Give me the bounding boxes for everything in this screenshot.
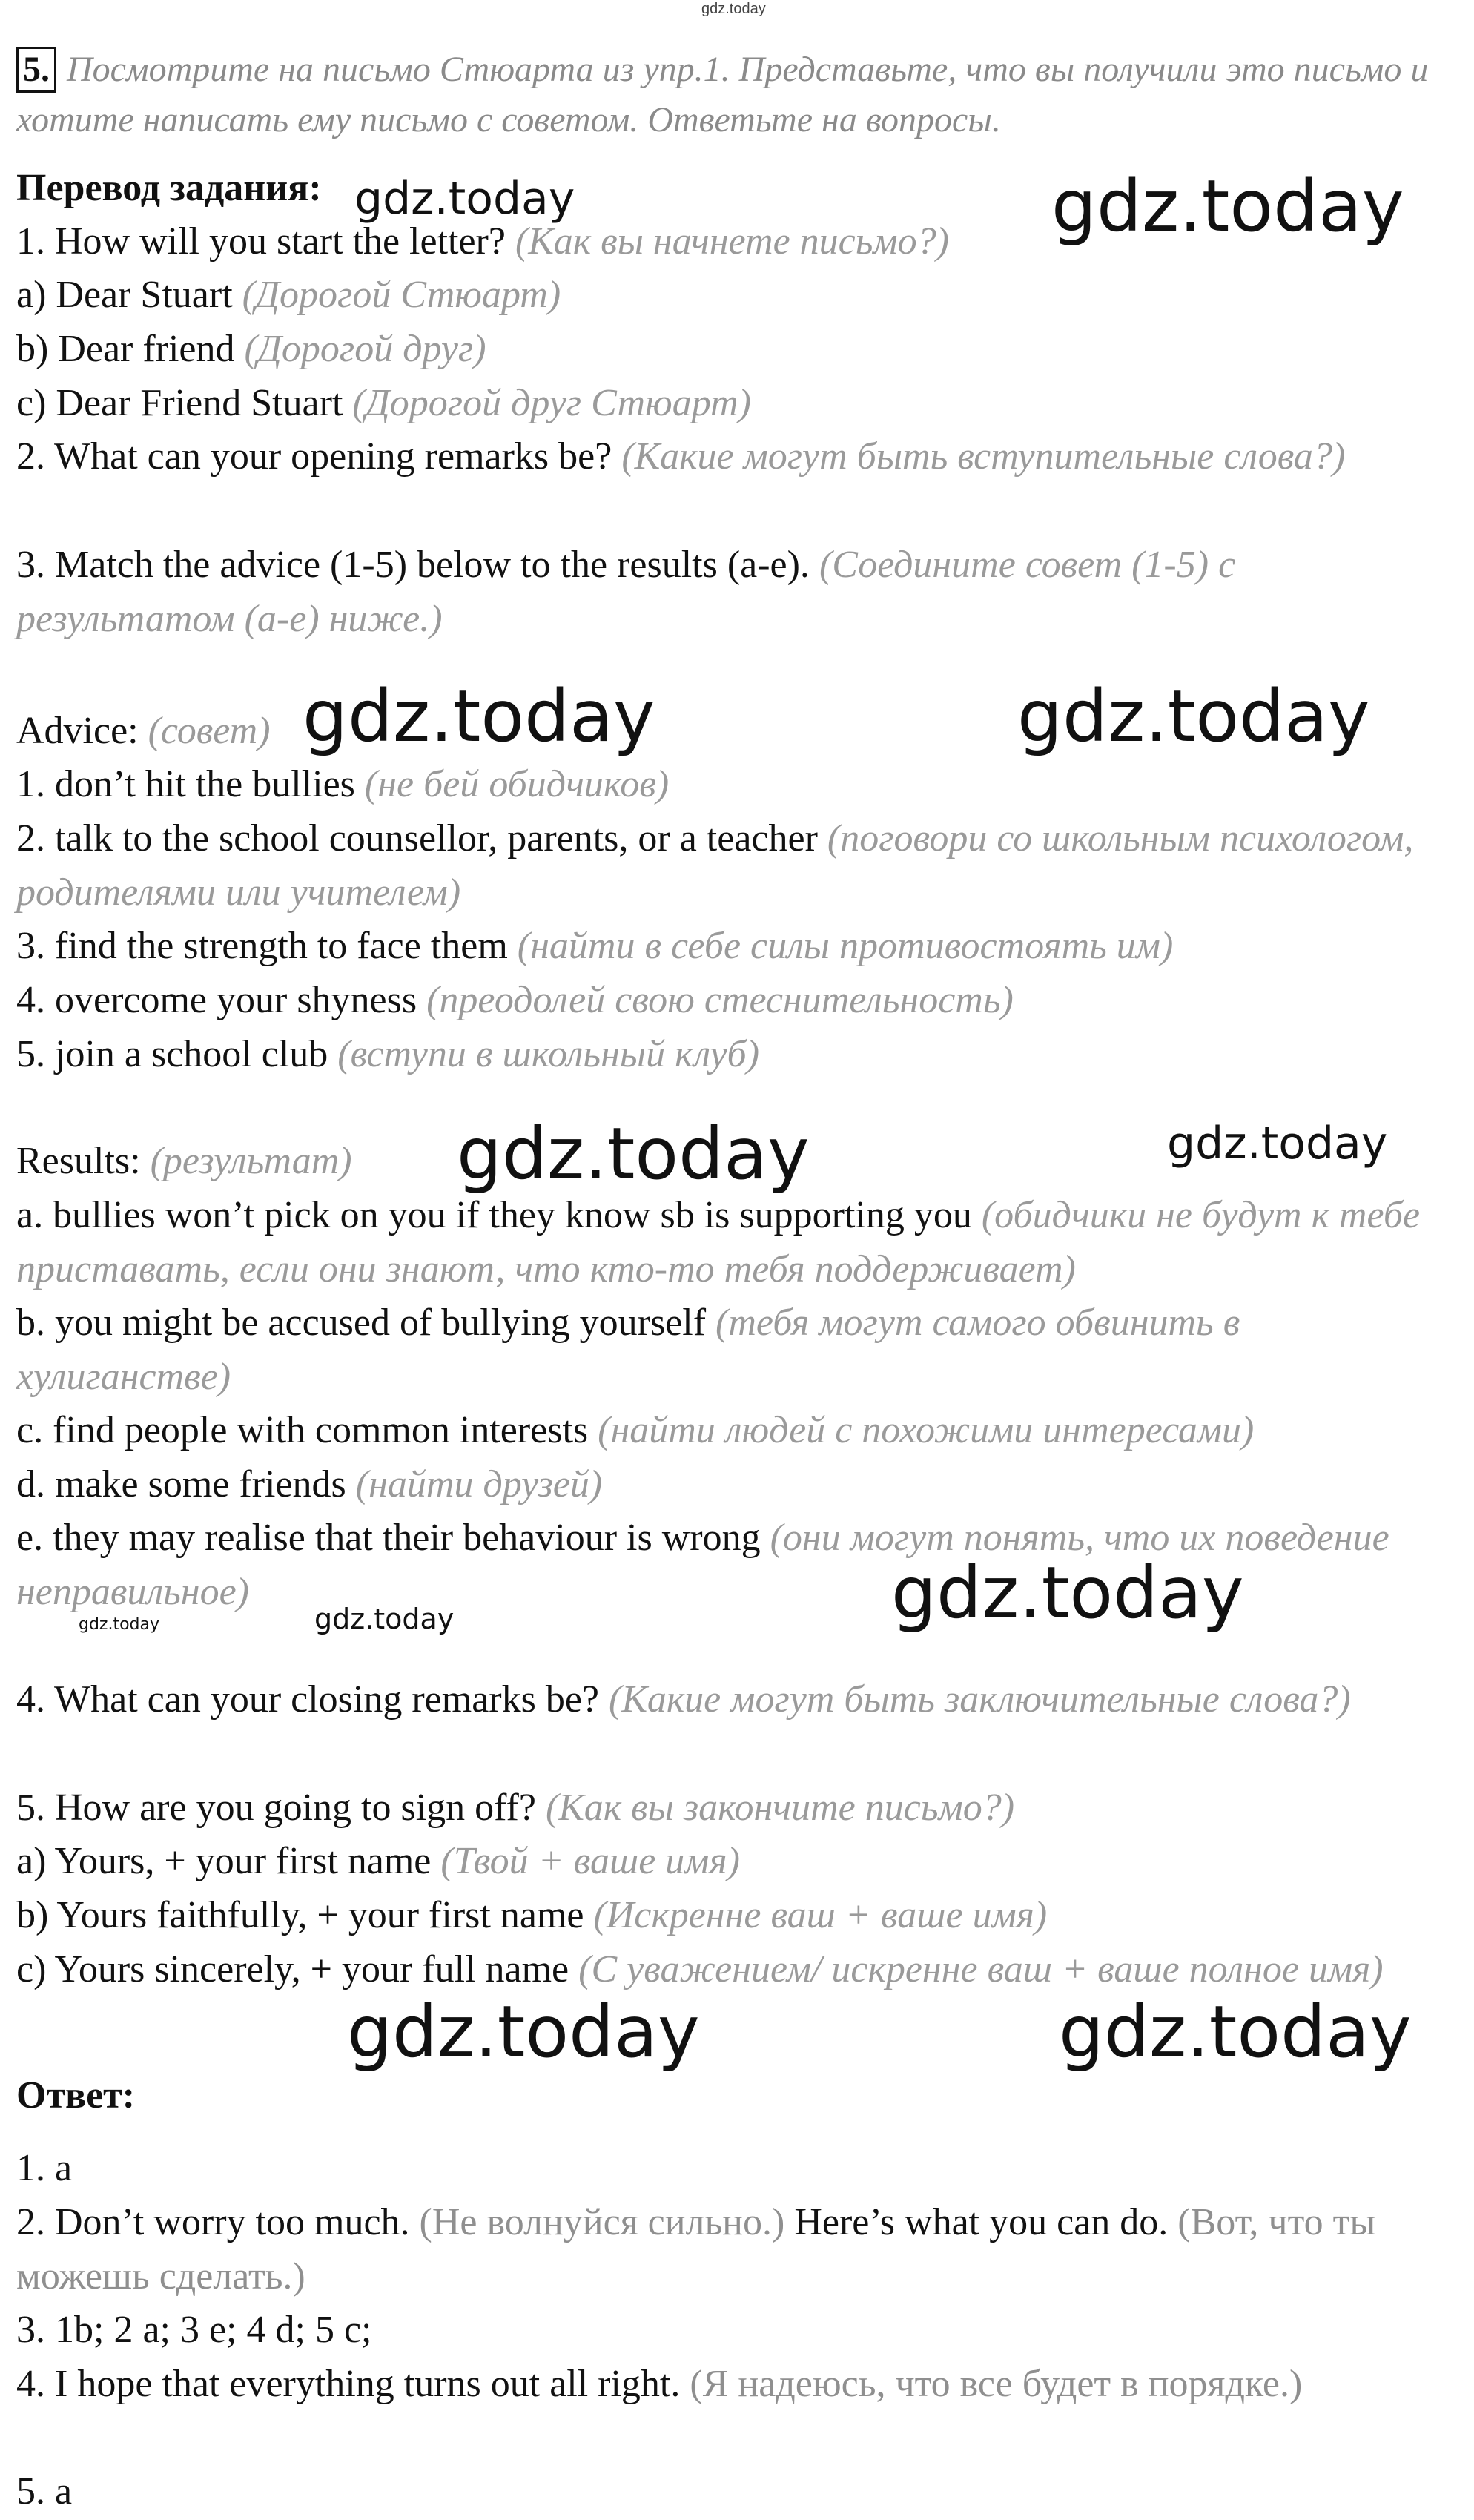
answer-3: 3. 1b; 2 a; 3 e; 4 d; 5 c;	[16, 2309, 372, 2351]
option-1b-ru: (Дорогой друг)	[244, 328, 486, 370]
advice-item-en: 4. overcome your shyness	[16, 979, 417, 1021]
answer-1: 1. a	[16, 2147, 73, 2189]
result-item-en: c. find people with common interests	[16, 1409, 589, 1451]
question-2-en: 2. What can your opening remarks be?	[16, 435, 612, 478]
answer-heading: Ответ:	[16, 2074, 136, 2117]
result-item-en: a. bullies won’t pick on you if they know sb is supporting you	[16, 1194, 972, 1236]
result-item-ru: (найти людей с похожими интересами)	[598, 1409, 1255, 1451]
option-5b-en: b) Yours faithfully, + your first name	[16, 1894, 584, 1936]
advice-item	[16, 1028, 1455, 1082]
task-number: 5.	[16, 47, 56, 93]
question-5	[16, 1781, 1455, 1835]
answer-2-ru-2: (Вот, что ты можешь сделать.)	[16, 2201, 1376, 2298]
result-item-ru: (тебя могут самого обвинить в хулиганстве)	[16, 1302, 1240, 1398]
option-1c	[16, 377, 1455, 431]
advice-item-en: 3. find the strength to face them	[16, 925, 508, 967]
option-5b	[16, 1889, 1455, 1943]
option-5c-en: c) Yours sincerely, + your full name	[16, 1948, 569, 1990]
result-item	[16, 1296, 1455, 1404]
question-1-en: 1. How will you start the letter?	[16, 220, 506, 263]
answer-5: 5. a	[16, 2470, 73, 2513]
watermark: gdz.today	[1059, 1990, 1412, 2074]
advice-item	[16, 974, 1455, 1028]
advice-item	[16, 920, 1455, 974]
question-1-ru: (Как вы начнете письмо?)	[515, 220, 949, 263]
option-1b	[16, 323, 1455, 377]
advice-item-ru: (найти в себе силы противостоять им)	[517, 925, 1174, 967]
results-label-ru: (результат)	[150, 1140, 352, 1182]
question-3-en: 3. Match the advice (1-5) below to the results (a-e).	[16, 544, 810, 586]
watermark: gdz.today	[1051, 165, 1404, 248]
option-5a-en: a) Yours, + your first name	[16, 1840, 432, 1882]
option-5b-ru: (Искренне ваш + ваше имя)	[593, 1894, 1048, 1936]
answer-2-en-1: 2. Don’t worry too much.	[16, 2201, 410, 2243]
advice-item-en: 5. join a school club	[16, 1033, 328, 1075]
watermark: gdz.today	[354, 173, 575, 225]
option-1a	[16, 268, 1455, 323]
advice-item	[16, 758, 1455, 812]
watermark: gdz.today	[303, 675, 655, 758]
option-5a-ru: (Твой + ваше имя)	[440, 1840, 740, 1882]
question-2-ru: (Какие могут быть вступительные слова?)	[621, 435, 1346, 478]
result-item-ru: (они могут понять, что их поведение неправильное)	[16, 1517, 1389, 1613]
advice-label: Advice:	[16, 710, 139, 752]
question-3	[16, 538, 1455, 646]
answer-4	[16, 2358, 1455, 2412]
result-item	[16, 1458, 1455, 1512]
advice-item-ru: (не бей обидчиков)	[364, 763, 670, 805]
top-watermark: gdz.today	[701, 1, 766, 17]
result-item	[16, 1189, 1455, 1296]
answer-4-en: 4. I hope that everything turns out all right.	[16, 2363, 681, 2405]
result-item	[16, 1404, 1455, 1458]
advice-item-ru: (вступи в школьный клуб)	[337, 1033, 760, 1075]
advice-label-ru: (совет)	[148, 710, 271, 752]
watermark: gdz.today	[457, 1112, 810, 1195]
question-5-en: 5. How are you going to sign off?	[16, 1787, 536, 1829]
advice-item-en: 1. don’t hit the bullies	[16, 763, 355, 805]
question-4-ru: (Какие могут быть заключительные слова?)	[609, 1678, 1351, 1721]
option-1a-ru: (Дорогой Стюарт)	[242, 274, 561, 316]
question-3-ru: (Соедините совет (1-5) с результатом (a-e) ниже.)	[16, 544, 1236, 640]
question-4-en: 4. What can your closing remarks be?	[16, 1678, 599, 1721]
translation-heading: Перевод задания:	[16, 167, 322, 209]
task-instruction-text: Посмотрите на письмо Стюарта из упр.1. Представьте, что вы получили это письмо и хотите написать ему письмо с советом. Ответьте на вопросы.	[16, 50, 1429, 139]
answer-2-en-2: Here’s what you can do.	[794, 2201, 1169, 2243]
option-5c-ru: (С уважением/ искренне ваш + ваше полное имя)	[578, 1948, 1384, 1990]
result-item-en: e. they may realise that their behaviour is wrong	[16, 1517, 761, 1559]
result-item-ru: (обидчики не будут к тебе приставать, если они знают, что кто-то тебя поддерживает)	[16, 1194, 1421, 1290]
result-item-en: d. make some friends	[16, 1463, 346, 1505]
question-5-ru: (Как вы закончите письмо?)	[545, 1787, 1015, 1829]
advice-item-en: 2. talk to the school counsellor, parents, or a teacher	[16, 817, 818, 860]
result-item-en: b. you might be accused of bullying yourself	[16, 1302, 707, 1344]
results-label: Results:	[16, 1140, 141, 1182]
answer-2-ru-1: (Не волнуйся сильно.)	[419, 2201, 785, 2243]
option-5a	[16, 1835, 1455, 1889]
task-instruction	[16, 44, 1455, 145]
option-1b-en: b) Dear friend	[16, 328, 235, 370]
option-1c-en: c) Dear Friend Stuart	[16, 382, 343, 424]
advice-item	[16, 812, 1455, 920]
question-4	[16, 1673, 1455, 1727]
watermark: gdz.today	[891, 1551, 1244, 1635]
question-2	[16, 430, 1455, 484]
watermark: gdz.today	[314, 1603, 455, 1635]
advice-item-ru: (преодолей свою стеснительность)	[426, 979, 1014, 1021]
option-5c	[16, 1943, 1455, 1997]
watermark: gdz.today	[347, 1990, 700, 2074]
watermark: gdz.today	[79, 1615, 160, 1634]
answer-2	[16, 2196, 1455, 2303]
watermark: gdz.today	[1017, 675, 1370, 758]
answer-4-ru: (Я надеюсь, что все будет в порядке.)	[690, 2363, 1303, 2405]
advice-item-ru: (поговори со школьным психологом, родителями или учителем)	[16, 817, 1414, 914]
option-1a-en: a) Dear Stuart	[16, 274, 233, 316]
watermark: gdz.today	[1167, 1118, 1388, 1170]
option-1c-ru: (Дорогой друг Стюарт)	[352, 382, 751, 424]
result-item-ru: (найти друзей)	[355, 1463, 603, 1505]
